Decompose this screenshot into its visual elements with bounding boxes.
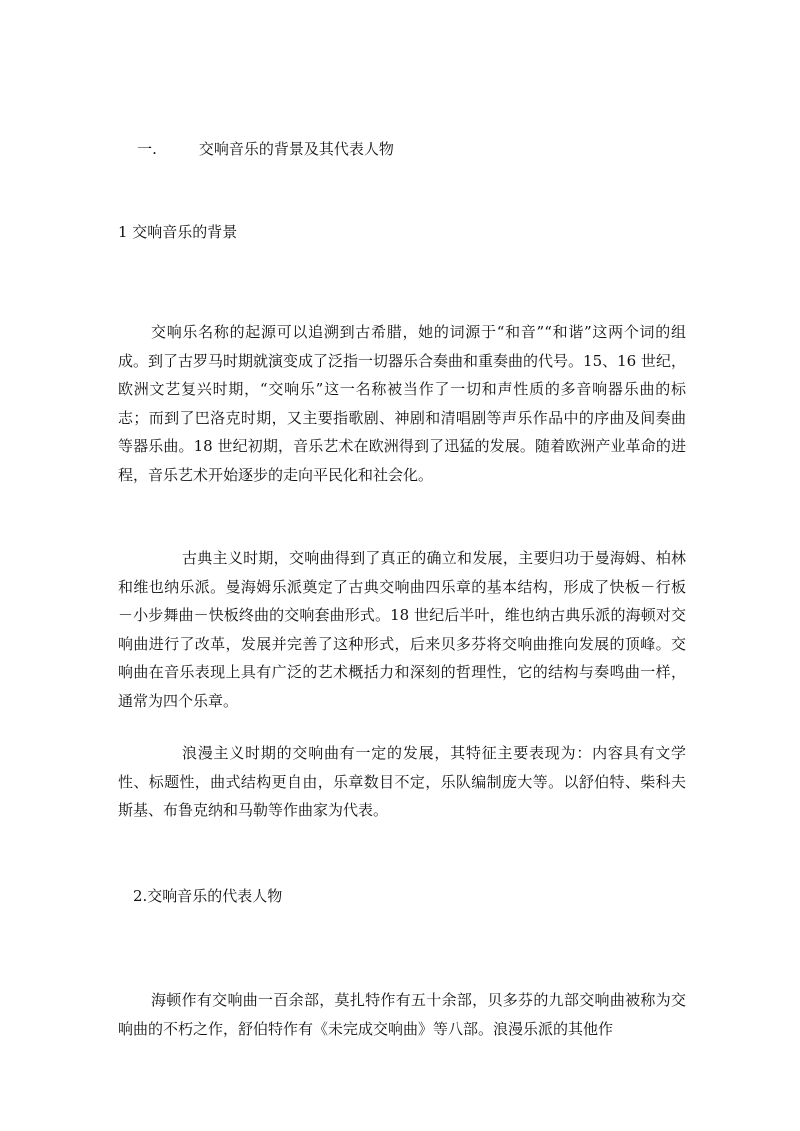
subsection-heading-2: 2.交响音乐的代表人物 [133,887,283,905]
section-number: 一. [137,140,157,158]
paragraph-romantic: 浪漫主义时期的交响曲有一定的发展，其特征主要表现为：内容具有文学性、标题性，曲式结构更自由，乐章数目不定，乐队编制庞大等。以舒伯特、柴科夫斯基、布鲁克纳和马勒等作曲家为代表。 [118,744,686,819]
paragraph-background: 交响乐名称的起源可以追溯到古希腊，她的词源于“和音”“和谐”这两个词的组成。到了古罗马时期就演变成了泛指一切器乐合奏曲和重奏曲的代号。15、16 世纪，欧洲文艺复兴时期，“交响乐”这一名称被当作了一切和声性质的多音响器乐曲的标志；而到了巴洛克时期，又主要指歌剧、神剧和清唱剧等声乐作品中的序曲及间奏曲等器乐曲。18 世纪初期，音乐艺术在欧洲得到了迅猛的发展。随着欧洲产业革命的进程，音乐艺术开始逐步的走向平民化和社会化。 [118,323,686,484]
paragraph-classical: 古典主义时期，交响曲得到了真正的确立和发展，主要归功于曼海姆、柏林和维也纳乐派。曼海姆乐派奠定了古典交响曲四乐章的基本结构，形成了快板－行板－小步舞曲－快板终曲的交响套曲形式。18 世纪后半叶，维也纳古典乐派的海顿对交响曲进行了改革，发展并完善了这种形式，后来贝多芬将交响曲推向发展的顶峰。交响曲在音乐表现上具有广泛的艺术概括力和深刻的哲理性，它的结构与奏鸣曲一样，通常为四个乐章。 [118,549,686,710]
section-title [118,119,394,179]
section-title-text: 交响音乐的背景及其代表人物 [198,140,394,158]
subsection-heading-1: 1 交响音乐的背景 [118,223,238,241]
paragraph-representatives: 海顿作有交响曲一百余部，莫扎特作有五十余部，贝多芬的九部交响曲被称为交响曲的不朽之作，舒伯特作有《未完成交响曲》等八部。浪漫乐派的其他作 [118,991,686,1038]
